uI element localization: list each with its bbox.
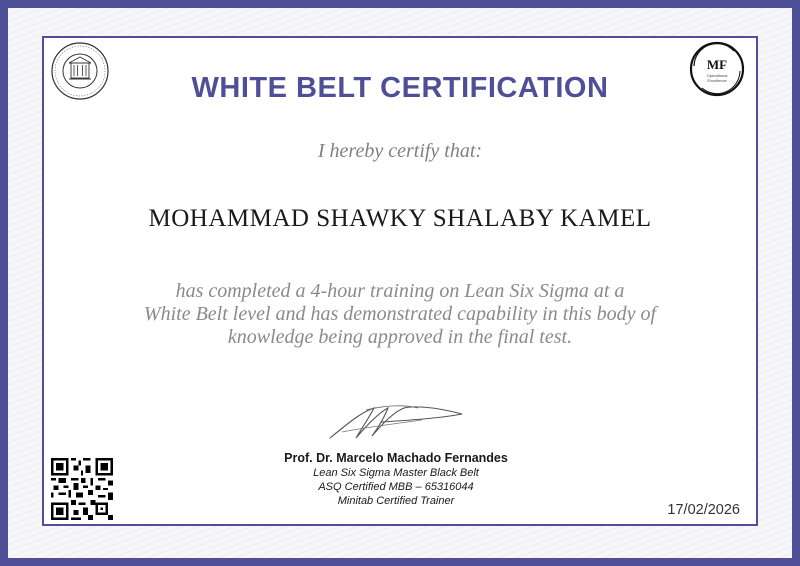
certify-intro: I hereby certify that:: [317, 140, 483, 162]
completion-line-1: has completed a 4-hour training on Lean Six Sigma at a: [175, 280, 625, 302]
signer-name: Prof. Dr. Marcelo Machado Fernandes: [284, 451, 508, 465]
qr-code-icon[interactable]: [51, 458, 113, 520]
signer-block: [196, 450, 596, 508]
signer-credential-1: Lean Six Sigma Master Black Belt: [313, 467, 479, 479]
issue-date: 17/02/2026: [667, 502, 740, 518]
recipient-name: MOHAMMAD SHAWKY SHALABY KAMEL: [148, 205, 652, 232]
completion-statement: [130, 280, 670, 349]
certificate-title: WHITE BELT CERTIFICATION: [191, 72, 609, 104]
mf-initials: MF: [706, 57, 728, 72]
mf-caption-line-2: Excellence: [707, 78, 727, 83]
completion-line-3: knowledge being approved in the final test.: [227, 326, 573, 348]
mf-caption-line-1: Operational: [706, 73, 728, 78]
handwritten-signature: [322, 398, 467, 446]
signer-credential-2: ASQ Certified MBB – 65316044: [318, 481, 474, 493]
completion-line-2: White Belt level and has demonstrated capability in this body of: [143, 303, 657, 325]
signer-credential-3: Minitab Certified Trainer: [337, 495, 455, 507]
